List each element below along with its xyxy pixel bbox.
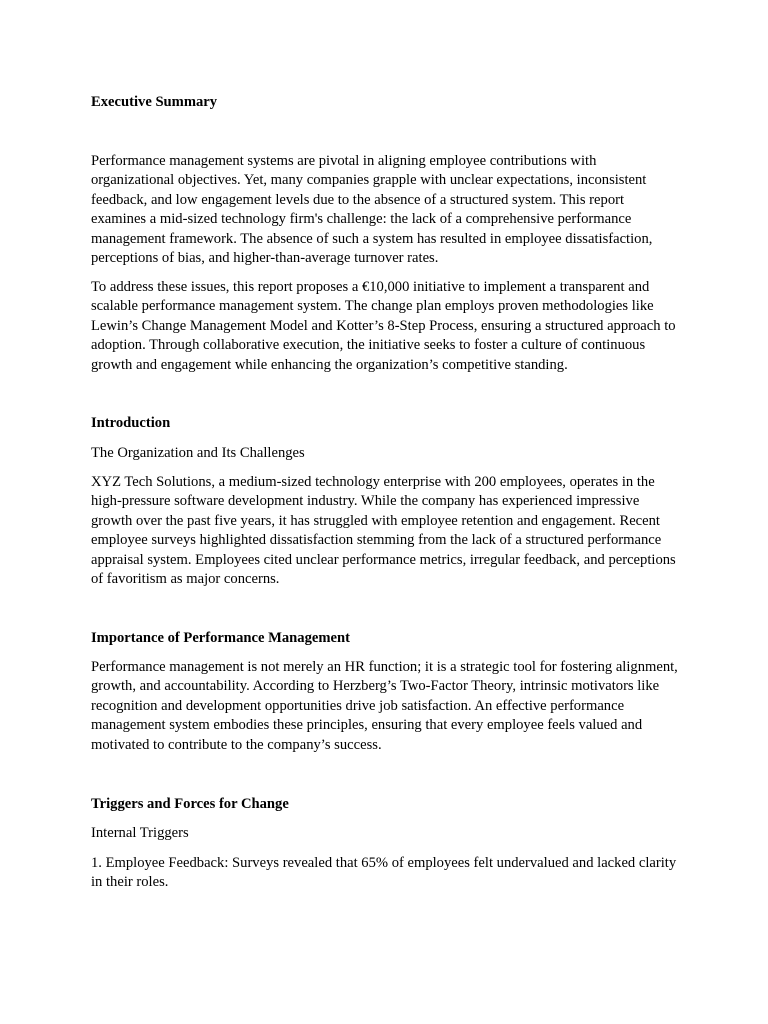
triggers-heading: Triggers and Forces for Change: [91, 796, 289, 812]
introduction-subheading: The Organization and Its Challenges: [91, 445, 305, 461]
internal-trigger-item-1: 1. Employee Feedback: Surveys revealed that 65% of employees felt undervalued and lacked clarity in their roles.: [91, 855, 677, 891]
importance-paragraph-1: Performance management is not merely an HR function; it is a strategic tool for fostering alignment, growth, and accountability. According to Herzberg’s Two-Factor Theory, intrinsic motivators like recognition and development opportunities drive job satisfaction. An effective performance management system embodies these principles, ensuring that every employee feels valued and motivated to contribute to the company’s success.: [91, 659, 678, 753]
executive-summary-heading: Executive Summary: [91, 94, 218, 110]
executive-summary-paragraph-2: To address these issues, this report proposes a €10,000 initiative to implement a transparent and scalable performance management system. The change plan employs proven methodologies like Lewin’s Change Management Model and Kotter’s 8-Step Process, ensuring a structured approach to adoption. Through collaborative execution, the initiative seeks to foster a culture of continuous growth and engagement while enhancing the organization’s competitive standing.: [91, 279, 676, 373]
introduction-heading: Introduction: [91, 415, 171, 431]
triggers-subheading: Internal Triggers: [91, 825, 189, 841]
executive-summary-paragraph-1: Performance management systems are pivotal in aligning employee contributions with organizational objectives. Yet, many companies grapple with unclear expectations, inconsistent feedback, and low engagement levels due to the absence of a structured system. This report examines a mid-sized technology firm's challenge: the lack of a comprehensive performance management framework. The absence of such a system has resulted in employee dissatisfaction, perceptions of bias, and higher-than-average turnover rates.: [91, 153, 653, 267]
importance-heading: Importance of Performance Management: [91, 630, 350, 646]
introduction-paragraph-1: XYZ Tech Solutions, a medium-sized technology enterprise with 200 employees, operates in the high-pressure software development industry. While the company has experienced impressive growth over the past five years, it has struggled with employee retention and engagement. Recent employee surveys highlighted dissatisfaction stemming from the lack of a structured performance appraisal system. Employees cited unclear performance metrics, irregular feedback, and perceptions of favoritism as major concerns.: [91, 474, 676, 588]
